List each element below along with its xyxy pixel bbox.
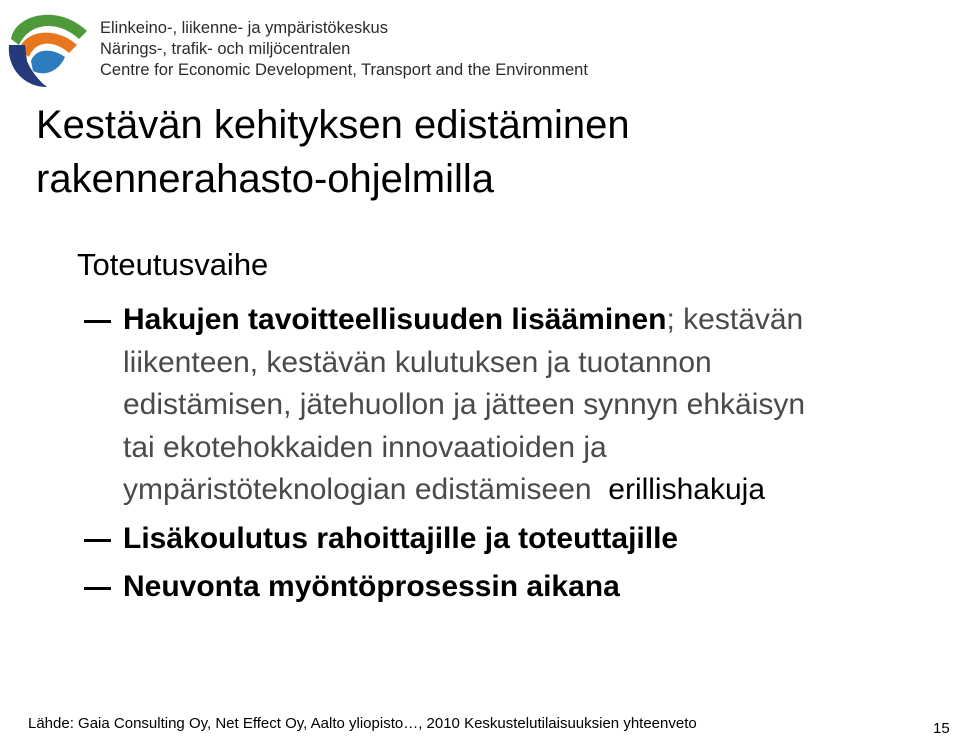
bullet-item	[84, 518, 944, 561]
organization-name	[100, 18, 588, 81]
bullet-list	[84, 299, 944, 609]
source-footer: Lähde: Gaia Consulting Oy, Net Effect Oy, Aalto yliopisto…, 2010 Keskustelutilaisuuksien yhteenveto	[28, 715, 697, 732]
page-number: 15	[933, 720, 950, 737]
ely-logo	[5, 5, 89, 89]
dash-marker	[84, 587, 111, 590]
slide-title	[36, 98, 630, 206]
bullet-text-line: edistämisen, jätehuollon ja jätteen synnyn ehkäisyn	[123, 388, 806, 421]
dash-marker	[84, 539, 111, 542]
bullet-text-line: ; kestävän	[666, 303, 804, 336]
bullet-item	[84, 566, 944, 609]
org-name-english: Centre for Economic Development, Transport and the Environment	[100, 61, 588, 79]
bullet-tail-text: erillishakuja	[608, 473, 766, 506]
slide-title-line-1: Kestävän kehityksen edistäminen	[36, 103, 630, 147]
bullet-text-line: liikenteen, kestävän kulutuksen ja tuotannon	[123, 345, 712, 379]
bullet-bold-text: Lisäkoulutus rahoittajille ja toteuttajille	[123, 521, 679, 555]
bullet-bold-text: Neuvonta myöntöprosessin aikana	[123, 570, 620, 603]
bullet-text-line: tai ekotehokkaiden innovaatioiden ja	[123, 430, 607, 464]
logo-blue-shape	[31, 51, 65, 74]
dash-marker	[84, 320, 111, 323]
slide-title-line-2: rakennerahasto-ohjelmilla	[36, 157, 495, 201]
subheading: Toteutusvaihe	[77, 247, 269, 282]
bullet-item	[84, 299, 944, 512]
bullet-bold-text: Hakujen tavoitteellisuuden lisääminen	[123, 303, 667, 336]
org-name-finnish: Elinkeino-, liikenne- ja ympäristökeskus	[100, 19, 388, 37]
org-name-swedish: Närings-, trafik- och miljöcentralen	[100, 40, 351, 58]
bullet-text-line: ympäristöteknologian edistämiseen	[123, 473, 592, 506]
